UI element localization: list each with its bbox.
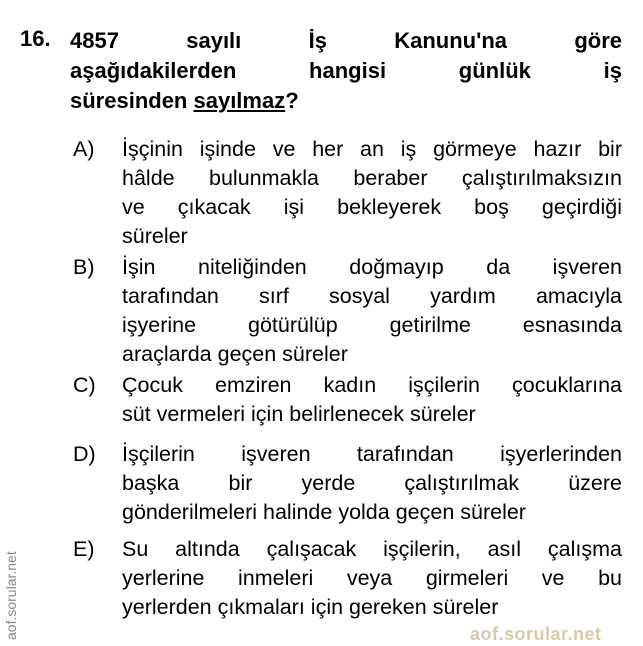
option-line: araçlarda geçen süreler (122, 342, 348, 366)
option-line: İşin niteliğinden doğmayıp da işveren (122, 255, 622, 279)
option-line: işyerine götürülüp getirilme esnasında (122, 313, 622, 337)
option-line: başka bir yerde çalıştırılmak üzere (122, 471, 622, 495)
option-line: Su altında çalışacak işçilerin, asıl çalışma (122, 537, 622, 561)
option-line: gönderilmeleri halinde yolda geçen süreler (122, 500, 526, 524)
option-line: İşçilerin işveren tarafından işyerlerinden (122, 442, 622, 466)
option-line: süt vermeleri için belirlenecek süreler (122, 402, 476, 426)
option-line: yerlerine inmeleri veya girmeleri ve bu (122, 566, 622, 590)
question-mark: ? (285, 88, 299, 113)
option-letter: C) (73, 373, 96, 397)
emphasis-word: sayılmaz (193, 88, 286, 113)
option-line: tarafından sırf sosyal yardım amacıyla (122, 284, 622, 308)
option-letter: A) (73, 137, 95, 161)
option-letter: D) (73, 442, 96, 466)
option-line: İşçinin işinde ve her an iş görmeye hazır bir (122, 137, 622, 161)
question-text (70, 26, 622, 116)
side-watermark: aof.sorular.net (3, 551, 19, 640)
option-letter: B) (73, 255, 95, 279)
question-number: 16. (20, 26, 51, 51)
watermark: aof.sorular.net (470, 624, 602, 644)
question-line: aşağıdakilerden hangisi günlük iş (70, 58, 622, 83)
option-line: hâlde bulunmakla beraber çalıştırılmaksızın (122, 166, 622, 190)
option-line: süreler (122, 224, 188, 248)
option-line: ve çıkacak işi bekleyerek boş geçirdiği (122, 195, 622, 219)
question-line (70, 86, 622, 116)
option-letter: E) (73, 537, 95, 561)
question-line: 4857 sayılı İş Kanunu'na göre (70, 28, 622, 53)
option-line: Çocuk emziren kadın işçilerin çocuklarına (122, 373, 622, 397)
option-line: yerlerden çıkmaları için gereken süreler (122, 595, 499, 619)
question-text-part: süresinden (70, 88, 194, 113)
